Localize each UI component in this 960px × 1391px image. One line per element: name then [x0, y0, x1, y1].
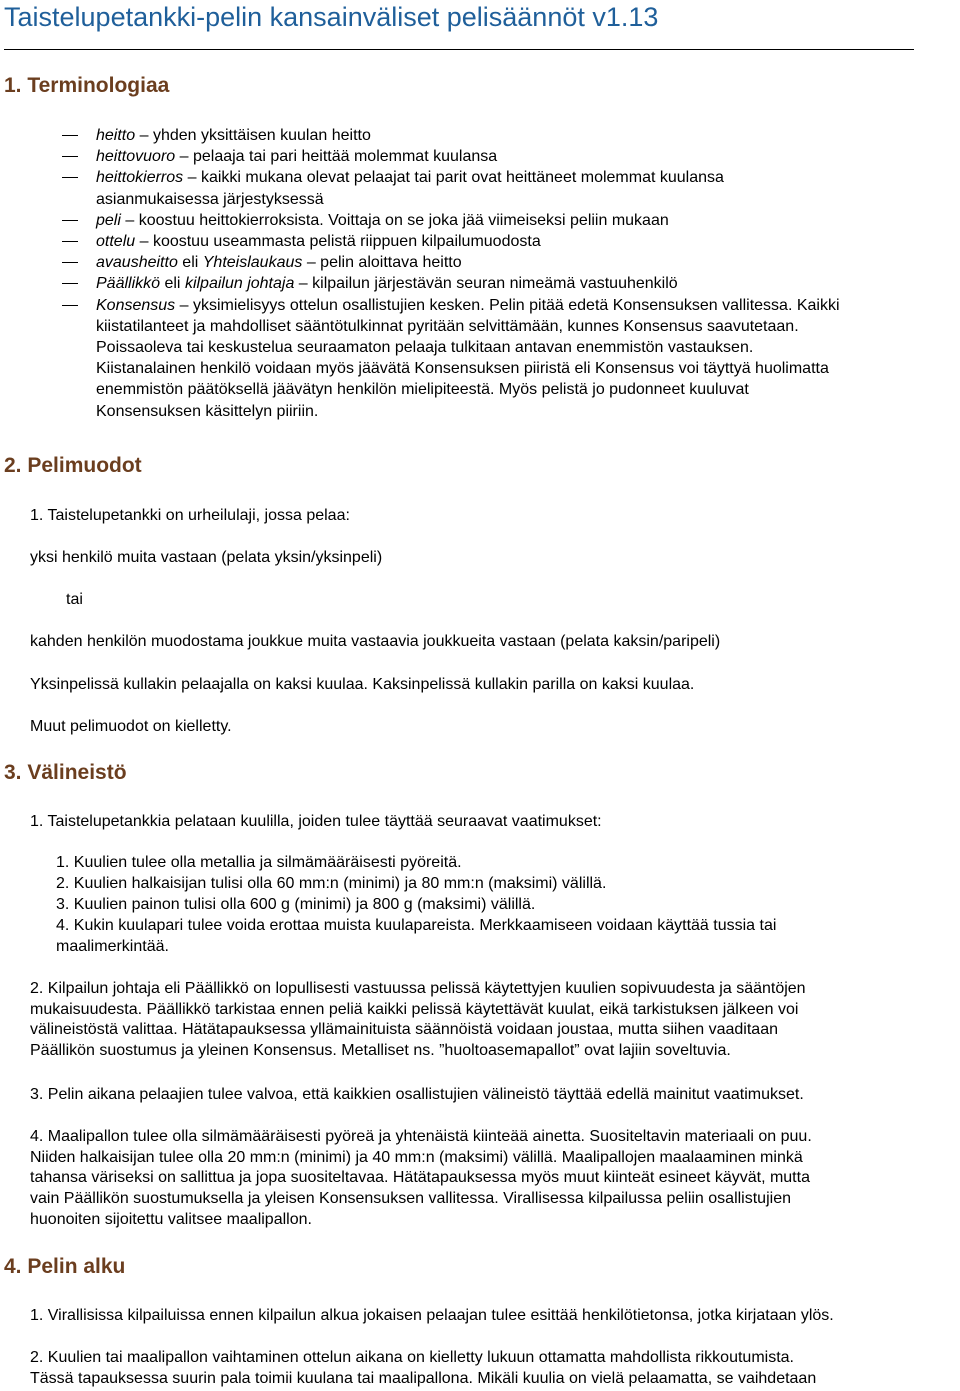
document-title: Taistelupetankki-pelin kansainväliset pelisäännöt v1.13: [4, 2, 659, 32]
term-separator: –: [294, 275, 313, 293]
term-continuation-text: Konsensuksen käsittelyn piiriin.: [96, 402, 319, 420]
term-item: [0, 125, 960, 146]
term-continuation: [0, 401, 960, 422]
term-continuation-text: Kiistanalainen henkilö voidaan myös jäävätä Konsensuksen piiristä eli Konsensus voi täyttyä huolimatta: [96, 360, 829, 378]
paragraph-line: Niiden halkaisijan tulee olla 20 mm:n (minimi) ja 40 mm:n (maksimi) välillä. Maalipallojen maalaaminen minkä: [30, 1148, 803, 1166]
term-name: Yhteislaukaus: [202, 254, 303, 272]
paragraph-doubles: kahden henkilön muodostama joukkue muita vastaavia joukkueita vastaan (pelata kaksin/paripeli): [30, 633, 721, 650]
term-definition: koostuu heittokierroksista. Voittaja on se joka jää viimeiseksi peliin mukaan: [138, 211, 669, 229]
term-item: [0, 210, 960, 231]
term-continuation-text: asianmukaisessa järjestyksessä: [96, 190, 324, 208]
term-item: [0, 167, 960, 188]
term-definition: kaikki mukana olevat pelaajat tai parit ovat heittäneet molemmat kuulansa: [200, 169, 724, 187]
paragraph-singles: yksi henkilö muita vastaan (pelata yksin/yksinpeli): [30, 549, 383, 566]
paragraph-equipment-3: 3. Pelin aikana pelaajien tulee valvoa, että kaikkien osallistujien välineistö täyttää edellä mainitut vaatimukset.: [30, 1086, 804, 1103]
term-item: [0, 273, 960, 294]
term-continuation-text: kiistatilanteet ja mahdolliset sääntötulkinnat pyritään selvittämään, kunnes Konsensus saavutetaan.: [96, 317, 799, 335]
paragraph-start-2: [30, 1348, 816, 1389]
terminology-list: [0, 125, 960, 422]
dash-bullet-icon: [62, 135, 78, 136]
term-definition: pelaaja tai pari heittää molemmat kuulansa: [192, 148, 498, 166]
term-name: heitto: [96, 127, 136, 144]
term-name: Konsensus: [96, 296, 176, 314]
term-continuation-text: enemmistön päätöksellä jäävätyn henkilön mielipiteestä. Myös pelistä jo pudonneet kuuluvat: [96, 381, 749, 399]
dash-bullet-icon: [62, 156, 78, 157]
term-name: Päällikkö: [96, 275, 161, 293]
requirement-item-4: [56, 916, 776, 957]
term-name: ottelu: [96, 233, 136, 251]
paragraph-equipment-4: [30, 1127, 812, 1231]
dash-bullet-icon: [62, 283, 78, 284]
paragraph-line: 4. Maalipallon tulee olla silmämääräisesti pyöreä ja yhtenäistä kiinteää ainetta. Suositeltavin materiaali on puu.: [30, 1128, 812, 1145]
dash-bullet-icon: [62, 262, 78, 263]
requirement-item-3: 3. Kuulien painon tulisi olla 600 g (minimi) ja 800 g (maksimi) välillä.: [56, 896, 536, 913]
dash-bullet-icon: [62, 177, 78, 178]
term-separator: –: [175, 296, 193, 314]
paragraph-equipment-intro: 1. Taistelupetankkia pelataan kuulilla, joiden tulee täyttää seuraavat vaatimukset:: [30, 813, 602, 830]
term-continuation: [0, 316, 960, 337]
paragraph-line: tahansa väriseksi on sallittua ja jopa suositeltavaa. Hätätapauksessa myös muut kiinteät esineet käyvät, mutta: [30, 1169, 810, 1187]
term-name: peli: [96, 211, 121, 229]
term-separator: –: [183, 169, 201, 187]
section-heading-game-modes: 2. Pelimuodot: [4, 454, 142, 477]
term-continuation: [0, 337, 960, 358]
paragraph-line: 2. Kilpailun johtaja eli Päällikkö on lopullisesti vastuussa pelissä käytettyjen kuulien sopivuudesta ja sääntöjen: [30, 980, 806, 997]
paragraph-other-modes: Muut pelimuodot on kielletty.: [30, 718, 232, 735]
paragraph-line: Tässä tapauksessa suurin pala toimii kuulana tai maalipallona. Mikäli kuulia on vielä pelaamatta, se vaihdetaan: [30, 1369, 817, 1387]
term-definition: koostuu useammasta pelistä riippuen kilpailumuodosta: [152, 233, 541, 251]
term-definition: pelin aloittava heitto: [320, 254, 462, 272]
term-separator: –: [135, 233, 153, 251]
term-separator: eli: [177, 254, 203, 272]
section-heading-terminology: 1. Terminologiaa: [4, 74, 170, 97]
term-continuation-text: Poissaoleva tai keskustelua seuraamaton pelaaja tulkitaan antavan enemmistön vastauksen.: [96, 339, 754, 357]
term-definition: kilpailun järjestävän seuran nimeämä vastuuhenkilö: [312, 275, 678, 293]
section-heading-game-start: 4. Pelin alku: [4, 1255, 126, 1278]
term-continuation: [0, 358, 960, 379]
paragraph-line: 2. Kuulien tai maalipallon vaihtaminen ottelun aikana on kielletty lukuun ottamatta mahdollista rikkoutumista.: [30, 1349, 794, 1366]
dash-bullet-icon: [62, 220, 78, 221]
paragraph-line: Päällikön suostumus ja yleinen Konsensus. Metalliset ns. ”huoltoasemapallot” ovat lajiin soveltuvia.: [30, 1042, 731, 1060]
term-item: [0, 231, 960, 252]
paragraph-start-1: 1. Virallisissa kilpailuissa ennen kilpailun alkua jokaisen pelaajan tulee esittää henkilötietonsa, jotka kirjataan ylös.: [30, 1307, 834, 1324]
paragraph-line: välineistöstä valittaa. Hätätapauksessa yllämainituista säännöistä voidaan joustaa, mutta siihen vaaditaan: [30, 1021, 778, 1039]
term-name: heittokierros: [96, 169, 184, 187]
paragraph-ball-count: Yksinpelissä kullakin pelaajalla on kaksi kuulaa. Kaksinpelissä kullakin parilla on kaksi kuulaa.: [30, 676, 695, 693]
term-separator: –: [135, 127, 153, 144]
paragraph-equipment-2: [30, 979, 806, 1062]
term-item: [0, 295, 960, 316]
term-item: [0, 146, 960, 167]
term-separator: –: [302, 254, 321, 272]
paragraph-or: tai: [66, 591, 83, 608]
requirement-item-1: 1. Kuulien tulee olla metallia ja silmämääräisesti pyöreitä.: [56, 854, 462, 871]
term-item: [0, 252, 960, 273]
term-continuation: [0, 379, 960, 400]
section-heading-equipment: 3. Välineistö: [4, 761, 127, 784]
paragraph-game-modes-intro: 1. Taistelupetankki on urheilulaji, jossa pelaa:: [30, 507, 350, 524]
requirement-item-4-line: maalimerkintää.: [56, 937, 169, 955]
paragraph-line: vain Päällikön suostumuksella ja yleisen Konsensuksen vallitessa. Virallisessa kilpailussa peliin osallistujien: [30, 1190, 791, 1208]
dash-bullet-icon: [62, 241, 78, 242]
term-definition: yhden yksittäisen kuulan heitto: [152, 127, 371, 144]
term-name: kilpailun johtaja: [184, 275, 295, 293]
term-separator: –: [120, 211, 139, 229]
dash-bullet-icon: [62, 305, 78, 306]
term-name: avausheitto: [96, 254, 178, 272]
paragraph-line: huonoiten sijoitettu valitsee maalipallon.: [30, 1210, 312, 1228]
term-continuation: [0, 189, 960, 210]
requirement-item-4-line: 4. Kukin kuulapari tulee voida erottaa muista kuulapareista. Merkkaamiseen voidaan käyttää tussia tai: [56, 917, 777, 934]
requirement-item-2: 2. Kuulien halkaisijan tulisi olla 60 mm:n (minimi) ja 80 mm:n (maksimi) välillä.: [56, 875, 607, 892]
paragraph-line: mukaisuudesta. Päällikkö tarkistaa ennen peliä kaikki pelissä käytettävät kuulat, eikä tarkistuksen jälkeen voi: [30, 1000, 799, 1018]
term-separator: –: [175, 148, 193, 166]
term-separator: eli: [160, 275, 185, 293]
title-rule: [4, 49, 914, 50]
term-definition: yksimielisyys ottelun osallistujien kesken. Pelin pitää edetä Konsensuksen vallitessa. Kaikki: [192, 296, 840, 314]
term-name: heittovuoro: [96, 148, 176, 166]
